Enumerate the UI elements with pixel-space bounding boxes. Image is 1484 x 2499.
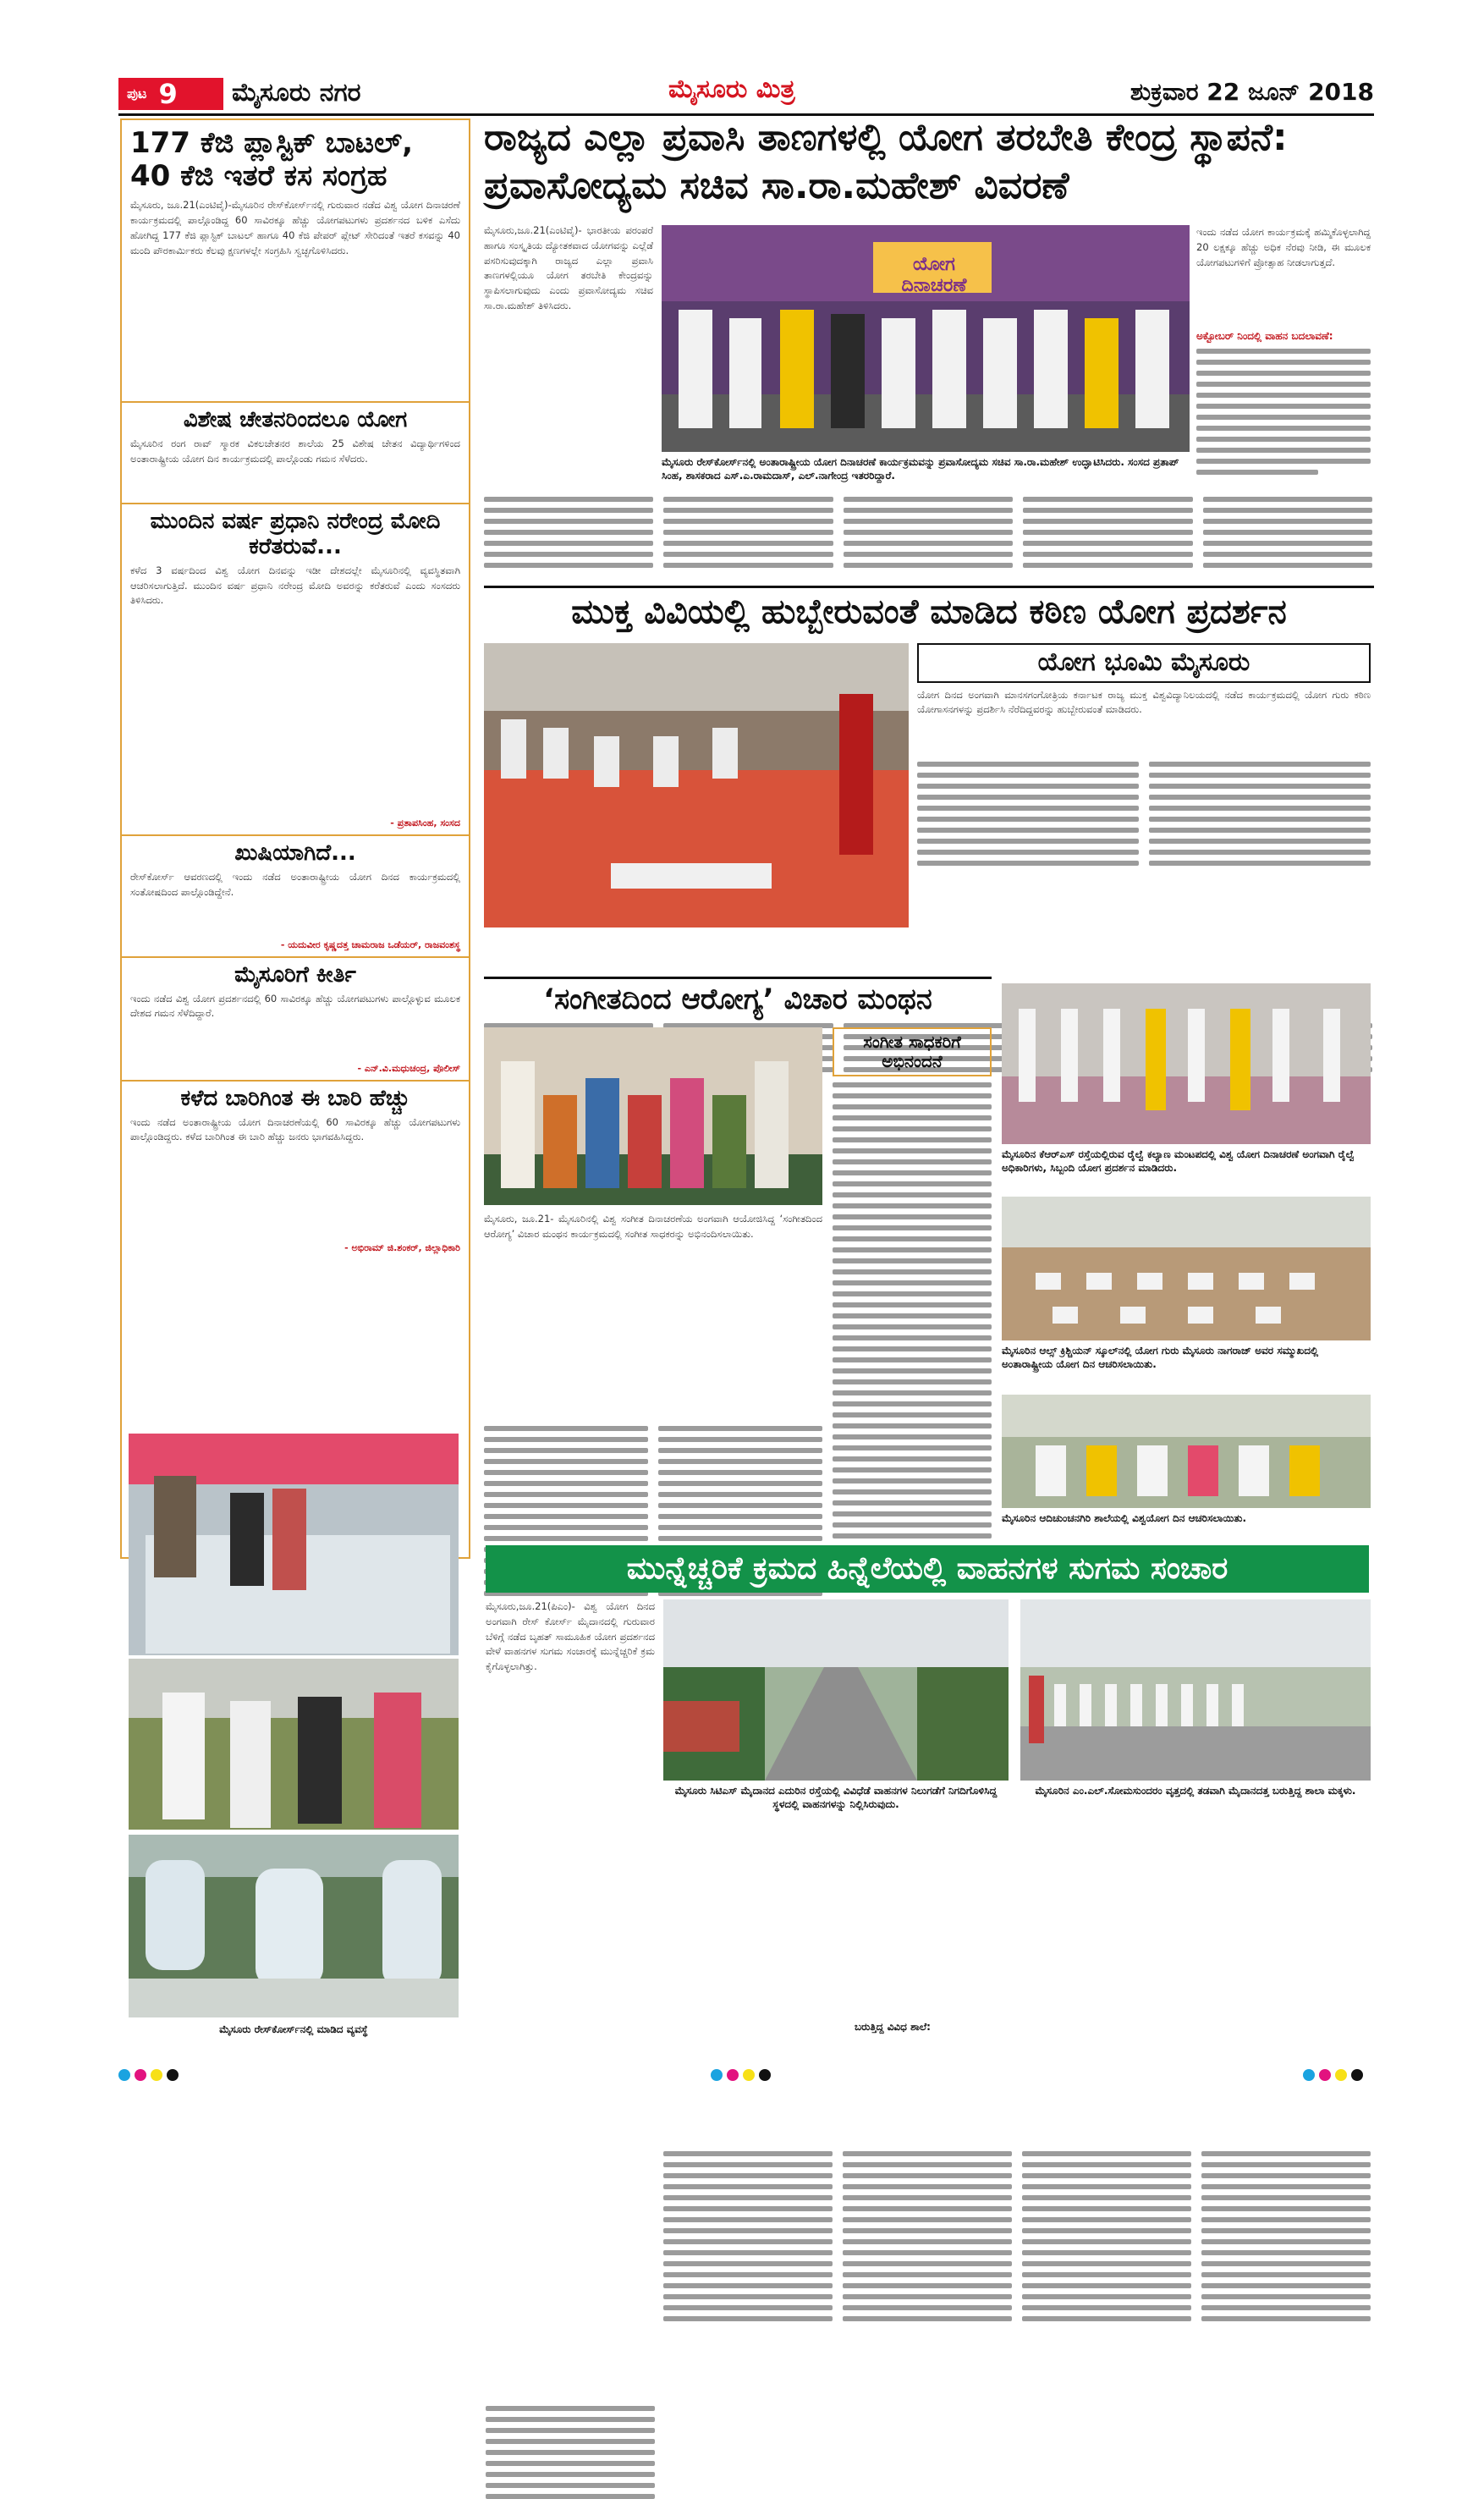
story-d-headline-band [486, 1545, 1369, 1593]
story-d-photo-2-caption: ಮೈಸೂರಿನ ಎಂ.ಎಲ್.ಸೋಮಸುಂದರಂ ವೃತ್ತದಲ್ಲಿ ತಡವಾಗಿ ಮೈದಾನದತ್ತ ಬರುತ್ತಿದ್ದ ಶಾಲಾ ಮಕ್ಕಳು. [1035, 1785, 1356, 1797]
lead-side-column [1196, 225, 1371, 481]
story2-body: ಮೈಸೂರಿನ ರಂಗ ರಾವ್ ಸ್ಮಾರಕ ವಿಕಲಚೇತನರ ಶಾಲೆಯ 25 ವಿಶೇಷ ಚೇತನ ವಿದ್ಯಾರ್ಥಿಗಳಿಂದ ಅಂತಾರಾಷ್ಟ್ರೀಯ ಯೋಗ ದಿನ ಕಾರ್ಯಕ್ರಮದಲ್ಲಿ ಪಾಲ್ಗೊಂಡು ಗಮನ ಸೆಳೆದರು. [130, 438, 460, 465]
story1-title: 177 ಕೆಜಿ ಪ್ಲಾಸ್ಟಿಕ್ ಬಾಟಲ್, 40 ಕೆಜಿ ಇತರೆ ಕಸ ಸಂಗ್ರಹ [130, 126, 414, 194]
yoga-performance-photo [484, 643, 909, 927]
story-b-headline: ಮುಕ್ತ ವಿವಿಯಲ್ಲಿ ಹುಬ್ಬೇರುವಂತೆ ಮಾಡಿದ ಕಠಿಣ ಯೋಗ ಪ್ರದರ್ಶನ [571, 592, 1287, 631]
lead-body-lines [484, 491, 1372, 574]
bottles-stacked-photo [129, 1434, 459, 1655]
lead-photo-caption: ಮೈಸೂರು ರೇಸ್‌ಕೋರ್ಸ್‌ನಲ್ಲಿ ಅಂತಾರಾಷ್ಟ್ರೀಯ ಯೋಗ ದಿನಾಚರಣೆ ಕಾರ್ಯಕ್ರಮವನ್ನು ಪ್ರವಾಸೋದ್ಯಮ ಸಚಿವ ಸಾ.ರಾ.ಮಹೇಶ್ ಉದ್ಘಾಟಿಸಿದರು. ಸಂಸದ ಪ್ರತಾಪ್ ಸಿಂಹ, ಶಾಸಕರಾದ ಎಸ್.ಎ.ರಾಮದಾಸ್, ಎಲ್.ನಾಗೇಂದ್ರ ಇತರರಿದ್ದಾರೆ. [662, 456, 1179, 482]
story-c-body: ಮೈಸೂರು, ಜೂ.21- ಮೈಸೂರಿನಲ್ಲಿ ವಿಶ್ವ ಸಂಗೀತ ದಿನಾಚರಣೆಯ ಅಂಗವಾಗಿ ಆಯೋಜಿಸಿದ್ದ ‘ಸಂಗೀತದಿಂದ ಆರೋಗ್ಯ’ ವಿಚಾರ ಮಂಥನ ಕಾರ್ಯಕ್ರಮದಲ್ಲಿ ಸಂಗೀತ ಸಾಧಕರನ್ನು ಅಭಿನಂದಿಸಲಾಯಿತು. [484, 1213, 822, 1240]
story4-title: ಖುಷಿಯಾಗಿದೆ... [234, 839, 356, 866]
story5-title: ಮೈಸೂರಿಗೆ ಕೀರ್ತಿ [234, 961, 356, 988]
story-d-headline: ಮುನ್ನೆಚ್ಚರಿಕೆ ಕ್ರಮದ ಹಿನ್ನೆಲೆಯಲ್ಲಿ ವಾಹನಗಳ ಸುಗಮ ಸಂಚಾರ [626, 1551, 1228, 1586]
lead-banner-text: ಯೋಗ ದಿನಾಚರಣೆ [901, 254, 967, 296]
story6-title: ಕಳೆದ ಬಾರಿಗಿಂತ ಈ ಬಾರಿ ಹೆಚ್ಚು [180, 1085, 410, 1111]
left-photo-3 [129, 1835, 459, 2017]
left-photo-caption: ಮೈಸೂರು ರೇಸ್‌ಕೋರ್ಸ್‌ನಲ್ಲಿ ಮಾಡಿದ ವ್ಯವಸ್ಥೆ [219, 2023, 368, 2035]
volunteers-photo [129, 1659, 459, 1830]
story-c-sidebar-lines [833, 1082, 992, 1538]
left-photo-2 [129, 1659, 459, 1830]
right-photo-3-caption: ಮೈಸೂರಿನ ಆದಿಚುಂಚನಗಿರಿ ಶಾಲೆಯಲ್ಲಿ ವಿಶ್ವಯೋಗ ದಿನ ಆಚರಿಸಲಾಯಿತು. [1002, 1512, 1247, 1524]
railway-yoga-photo [1002, 983, 1371, 1144]
school-yoga-photo [1002, 1197, 1371, 1340]
story-d-col1-lines [486, 2406, 655, 2499]
water-cans-photo [129, 1835, 459, 2017]
page-label: ಪುಟ [127, 85, 147, 102]
page-number-badge [118, 78, 223, 110]
story-d-photo-1 [663, 1599, 1009, 1781]
lead-side-body: ಇಂದು ನಡೆದ ಯೋಗ ಕಾರ್ಯಕ್ರಮಕ್ಕೆ ಹಮ್ಮಿಕೊಳ್ಳಲಾಗಿದ್ದ 20 ಲಕ್ಷಕ್ಕೂ ಹೆಚ್ಚು ಅಧಿಕ ನೆರವು ನೀಡಿ, ಈ ಮೂಲಕ ಯೋಗಪಟುಗಳಿಗೆ ಪ್ರೋತ್ಸಾಹ ನೀಡಲಾಗುತ್ತದೆ. [1196, 226, 1371, 268]
story-b-rule [484, 586, 1374, 588]
story4-body: ರೇಸ್‌ಕೋರ್ಸ್ ಆವರಣದಲ್ಲಿ ಇಂದು ನಡೆದ ಅಂತಾರಾಷ್ಟ್ರೀಯ ಯೋಗ ದಿನದ ಕಾರ್ಯಕ್ರಮದಲ್ಲಿ ಸಂತೋಷದಿಂದ ಪಾಲ್ಗೊಂಡಿದ್ದೇನೆ. [130, 870, 460, 898]
story1-body: ಮೈಸೂರು, ಜೂ.21(ಎಂಟಿವೈ)-ಮೈಸೂರಿನ ರೇಸ್‌ಕೋರ್ಸ್‌ನಲ್ಲಿ ಗುರುವಾರ ನಡೆದ ವಿಶ್ವ ಯೋಗ ದಿನಾಚರಣೆ ಕಾರ್ಯಕ್ರಮದಲ್ಲಿ ಪಾಲ್ಗೊಂಡಿದ್ದ 60 ಸಾವಿರಕ್ಕೂ ಹೆಚ್ಚು ಯೋಗಪಟುಗಳು ಪ್ರದರ್ಶನದ ಬಳಿಕ ಎಸೆದು ಹೋಗಿದ್ದ 177 ಕೆಜಿ ಪ್ಲಾಸ್ಟಿಕ್ ಬಾಟಲ್ ಹಾಗೂ 40 ಕೆಜಿ ಪೇಪರ್ ಪ್ಲೇಟ್ ಸೇರಿದಂತೆ ಇತರೆ ಕಸವನ್ನು 40 ಮಂದಿ ಪೌರಕಾರ್ಮಿಕರು ಕೆಲವು ಕ್ಷಣಗಳಲ್ಲೇ ಸಂಗ್ರಹಿಸಿ ಸ್ವಚ್ಛಗೊಳಿಸಿದರು. [130, 199, 460, 256]
story-b-photo [484, 643, 909, 927]
story-c-subhead: ಸಂಗೀತ ಸಾಧಕರಿಗೆ ಅಭಿನಂದನೆ [833, 1027, 992, 1076]
lead-body-col1: ಮೈಸೂರು,ಜೂ.21(ಎಂಟಿವೈ)- ಭಾರತೀಯ ಪರಂಪರೆ ಹಾಗೂ ಸಂಸ್ಕೃತಿಯ ದ್ಯೋತಕವಾದ ಯೋಗವನ್ನು ಎಲ್ಲೆಡೆ ಪಸರಿಸುವುದಕ್ಕಾಗಿ ರಾಜ್ಯದ ಎಲ್ಲಾ ಪ್ರವಾಸಿ ತಾಣಗಳಲ್ಲಿಯೂ ಯೋಗ ತರಬೇತಿ ಕೇಂದ್ರವನ್ನು ಸ್ಥಾಪಿಸಲಾಗುವುದು ಎಂದು ಪ್ರವಾಸೋದ್ಯಮ ಸಚಿವ ಸಾ.ರಾ.ಮಹೇಶ್ ತಿಳಿಸಿದರು. [484, 224, 653, 312]
story5-body: ಇಂದು ನಡೆದ ವಿಶ್ವ ಯೋಗ ಪ್ರದರ್ಶನದಲ್ಲಿ 60 ಸಾವಿರಕ್ಕೂ ಹೆಚ್ಚು ಯೋಗಪಟುಗಳು ಪಾಲ್ಗೊಳ್ಳುವ ಮೂಲಕ ದೇಶದ ಗಮನ ಸೆಳೆದಿದ್ದಾರೆ. [130, 992, 460, 1020]
story-c-sidebar [833, 1027, 992, 1544]
story3-title: ಮುಂದಿನ ವರ್ಷ ಪ್ರಧಾನಿ ನರೇಂದ್ರ ಮೋದಿ ಕರೆತರುವೆ... [150, 509, 441, 559]
lead-headline: ರಾಜ್ಯದ ಎಲ್ಲಾ ಪ್ರವಾಸಿ ತಾಣಗಳಲ್ಲಿ ಯೋಗ ತರಬೇತಿ ಕೇಂದ್ರ ಸ್ಥಾಪನೆ: ಪ್ರವಾಸೋದ್ಯಮ ಸಚಿವ ಸಾ.ರಾ.ಮಹೇಶ್ ವಿವರಣೆ [484, 116, 1288, 208]
right-photo-2 [1002, 1197, 1371, 1340]
story5-credit: - ಎನ್.ವಿ.ಮಧುಚಂದ್ರ, ಪೊಲೀಸ್ [357, 1062, 460, 1074]
school-children-photo [1020, 1599, 1371, 1781]
story4-credit: - ಯದುವೀರ ಕೃಷ್ಣದತ್ತ ಚಾಮರಾಜ ಒಡೆಯರ್, ರಾಜವಂಶಸ್ಥ [280, 939, 460, 950]
story-d-body-lines [663, 2145, 1371, 2327]
section-title: ಮೈಸೂರು ನಗರ [232, 78, 361, 107]
music-felicitation-photo [484, 1027, 822, 1205]
right-photo-3 [1002, 1395, 1371, 1508]
story-c-rule [484, 977, 992, 979]
story-d-photo-2 [1020, 1599, 1371, 1781]
left-column [120, 118, 470, 1559]
story3-body: ಕಳೆದ 3 ವರ್ಷದಿಂದ ವಿಶ್ವ ಯೋಗ ದಿನವನ್ನು ಇಡೀ ದೇಶದಲ್ಲೇ ಮೈಸೂರಿನಲ್ಲಿ ವ್ಯವಸ್ಥಿತವಾಗಿ ಆಚರಿಸಲಾಗುತ್ತಿದೆ. ಮುಂದಿನ ವರ್ಷ ಪ್ರಧಾನಿ ನರೇಂದ್ರ ಮೋದಿ ಅವರನ್ನು ಕರೆತರುವೆ ಎಂದು ಸಂಸದರು ತಿಳಿಸಿದರು. [130, 564, 460, 607]
story-b-text-lines [917, 756, 1371, 872]
right-photo-1-caption: ಮೈಸೂರಿನ ಕೆಆರ್‌ಎಸ್ ರಸ್ತೆಯಲ್ಲಿರುವ ರೈಲ್ವೆ ಕಲ್ಯಾಣ ಮಂಟಪದಲ್ಲಿ ವಿಶ್ವ ಯೋಗ ದಿನಾಚರಣೆ ಅಂಗವಾಗಿ ರೈಲ್ವೆ ಅಧಿಕಾರಿಗಳು, ಸಿಬ್ಬಂದಿ ಯೋಗ ಪ್ರದರ್ಶನ ಮಾಡಿದರು. [1002, 1148, 1355, 1175]
lead-photo [662, 225, 1190, 452]
story-b-subhead: ಯೋಗ ಭೂಮಿ ಮೈಸೂರು [917, 643, 1371, 683]
story-b-body: ಯೋಗ ದಿನದ ಅಂಗವಾಗಿ ಮಾನಸಗಂಗೋತ್ರಿಯ ಕರ್ನಾಟಕ ರಾಜ್ಯ ಮುಕ್ತ ವಿಶ್ವವಿದ್ಯಾನಿಲಯದಲ್ಲಿ ನಡೆದ ಕಾರ್ಯಕ್ರಮದಲ್ಲಿ ಯೋಗ ಗುರು ಕಠಿಣ ಯೋಗಾಸನಗಳನ್ನು ಪ್ರದರ್ಶಿಸಿ ನೆರೆದಿದ್ದವರನ್ನು ಹುಬ್ಬೇರುವಂತೆ ಮಾಡಿದರು. [917, 688, 1371, 716]
story3-credit: - ಪ್ರತಾಪಸಿಂಹ, ಸಂಸದ [390, 817, 460, 828]
registration-marks-center [711, 2068, 775, 2084]
story6-body: ಇಂದು ನಡೆದ ಅಂತಾರಾಷ್ಟ್ರೀಯ ಯೋಗ ದಿನಾಚರಣೆಯಲ್ಲಿ 60 ಸಾವಿರಕ್ಕೂ ಹೆಚ್ಚು ಯೋಗಪಟುಗಳು ಪಾಲ್ಗೊಂಡಿದ್ದರು. ಕಳೆದ ಬಾರಿಗಿಂತ ಈ ಬಾರಿ ಹೆಚ್ಚು ಜನರು ಭಾಗವಹಿಸಿದ್ದರು. [130, 1115, 460, 1143]
story-c-photo [484, 1027, 822, 1205]
story-d-body: ಮೈಸೂರು,ಜೂ.21(ಪಿಎಂ)- ವಿಶ್ವ ಯೋಗ ದಿನದ ಅಂಗವಾಗಿ ರೇಸ್ ಕೋರ್ಸ್ ಮೈದಾನದಲ್ಲಿ ಗುರುವಾರ ಬೆಳಿಗ್ಗೆ ನಡೆದ ಬೃಹತ್ ಸಾಮೂಹಿಕ ಯೋಗ ಪ್ರದರ್ಶನದ ವೇಳೆ ವಾಹನಗಳ ಸುಗಮ ಸಂಚಾರಕ್ಕೆ ಮುನ್ನೆಚ್ಚರಿಕೆ ಕ್ರಮ ಕೈಗೊಳ್ಳಲಾಗಿತ್ತು. [486, 1600, 655, 1673]
registration-marks-left [118, 2068, 183, 2084]
story-b-text [917, 643, 1371, 872]
story2-title: ವಿಶೇಷ ಚೇತನರಿಂದಲೂ ಯೋಗ [183, 407, 408, 433]
issue-date: ಶುಕ್ರವಾರ 22 ಜೂನ್ 2018 [1129, 78, 1374, 106]
story-d-photo-1-caption: ಮೈಸೂರು ಸಿಟಿಎಸ್ ಮೈದಾನದ ಎದುರಿನ ರಸ್ತೆಯಲ್ಲಿ ವಿವಿಧೆಡೆ ವಾಹನಗಳ ನಿಲುಗಡೆಗೆ ನಿಗದಿಗೊಳಿಸಿದ್ದ ಸ್ಥಳದಲ್ಲಿ ವಾಹನಗಳನ್ನು ನಿಲ್ಲಿಸಿರುವುದು. [674, 1785, 998, 1811]
story-d-footer-label: ಬರುತ್ತಿದ್ದ ವಿವಿಧ ಶಾಲೆ: [855, 2021, 931, 2033]
masthead: ಮೈಸೂರು ಮಿತ್ರ [668, 74, 795, 104]
page-number: 9 [158, 78, 178, 110]
story6-credit: - ಅಭಿರಾಮ್ ಜಿ.ಶಂಕರ್, ಜಿಲ್ಲಾಧಿಕಾರಿ [344, 1241, 460, 1253]
adichunchanagiri-yoga-photo [1002, 1395, 1371, 1508]
road-traffic-photo [663, 1599, 1009, 1781]
right-photo-1 [1002, 983, 1371, 1144]
lead-side-subhead: ಅಕ್ಟೋಬರ್ ನಿಂದಲ್ಲಿ ವಾಹನ ಬದಲಾವಣೆ: [1196, 330, 1333, 342]
left-photo-1 [129, 1434, 459, 1655]
story-c-headline: ‘ಸಂಗೀತದಿಂದ ಆರೋಗ್ಯ’ ವಿಚಾರ ಮಂಥನ [543, 983, 932, 1016]
right-photo-2-caption: ಮೈಸೂರಿನ ಆಲ್ಸ್ ಕ್ರಿಶ್ಚಿಯನ್ ಸ್ಕೂಲ್‌ನಲ್ಲಿ ಯೋಗ ಗುರು ಮೈಸೂರು ನಾಗರಾಜ್ ಅವರ ಸಮ್ಮುಖದಲ್ಲಿ ಅಂತಾರಾಷ್ಟ್ರೀಯ ಯೋಗ ದಿನ ಆಚರಿಸಲಾಯಿತು. [1002, 1345, 1319, 1371]
lead-side-text-lines [1196, 349, 1371, 475]
page-header [118, 74, 1374, 112]
registration-marks-right [1303, 2068, 1367, 2084]
